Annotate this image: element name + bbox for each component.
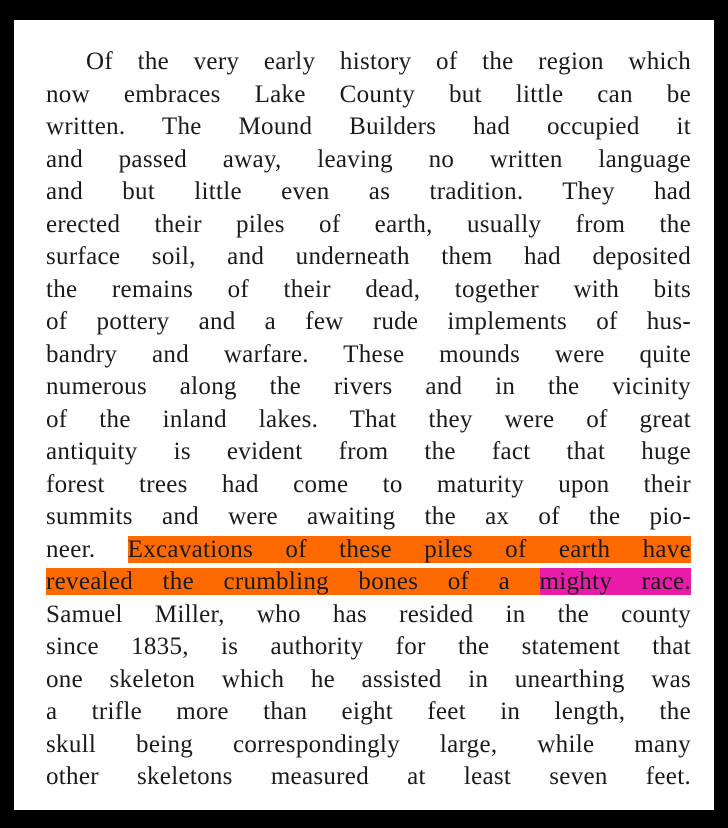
orange-highlight: Excavations of these piles of earth have	[127, 535, 691, 563]
text-line: summits and were awaiting the ax of the pio-	[46, 503, 691, 530]
text-line: and passed away, leaving no written language	[46, 145, 691, 173]
text-line: a trifle more than eight feet in length, the	[46, 698, 691, 725]
text-line: bandry and warfare. These mounds were quite	[46, 340, 691, 368]
plain-text: neer.	[46, 535, 128, 563]
text-line: of pottery and a few rude implements of hus-	[46, 308, 691, 335]
text-line: written. The Mound Builders had occupied it	[46, 113, 691, 140]
text-line: forest trees had come to maturity upon their	[46, 470, 691, 498]
magenta-highlight: mighty race.	[539, 568, 691, 595]
text-line: antiquity is evident from the fact that huge	[46, 438, 691, 465]
text-line: other skeletons measured at least seven feet.	[46, 763, 691, 790]
text-line: now embraces Lake County but little can be	[46, 80, 691, 108]
text-line: surface soil, and underneath them had deposited	[46, 243, 691, 270]
text-line: Of the very early history of the region which	[86, 48, 691, 75]
text-line: one skeleton which he assisted in unearthing was	[46, 665, 691, 693]
orange-highlight: revealed the crumbling bones of a	[46, 568, 540, 595]
text-line: since 1835, is authority for the statement that	[46, 633, 691, 660]
text-line: numerous along the rivers and in the vicinity	[46, 373, 691, 400]
text-line: erected their piles of earth, usually from the	[46, 210, 691, 238]
text-line: skull being correspondingly large, while many	[46, 730, 691, 758]
text-line: of the inland lakes. That they were of great	[46, 405, 691, 433]
text-line: Samuel Miller, who has resided in the county	[46, 600, 691, 628]
scanned-page	[14, 20, 714, 810]
body-text	[46, 46, 691, 794]
text-line: the remains of their dead, together with bits	[46, 275, 691, 303]
text-line: and but little even as tradition. They had	[46, 178, 691, 205]
text-line-highlighted	[46, 566, 691, 599]
text-line-highlighted	[46, 534, 691, 567]
